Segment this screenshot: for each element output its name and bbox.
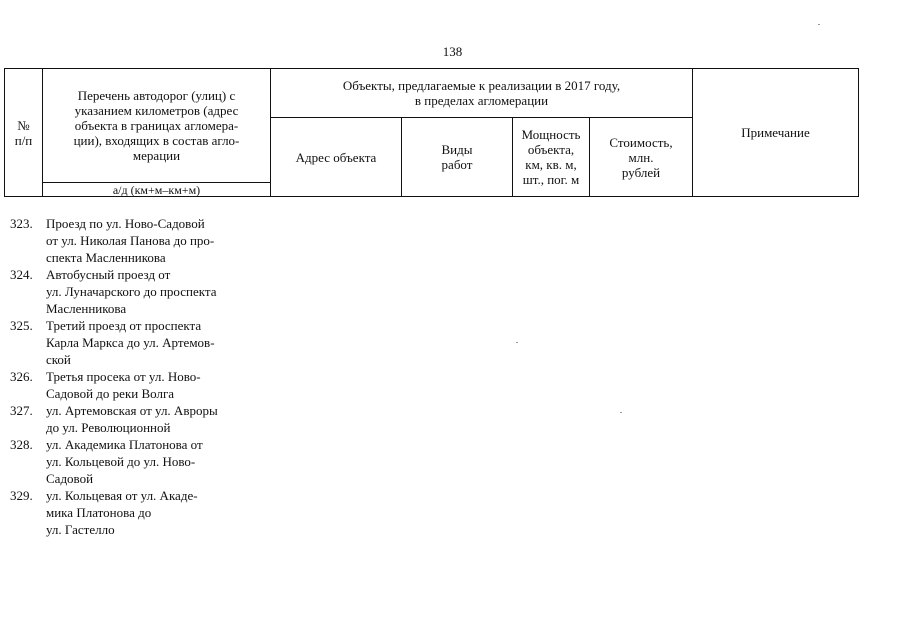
col-header-address: Адрес объекта — [271, 118, 402, 197]
col-header-road-list: Перечень автодорог (улиц) с указанием километров (адрес объекта в границах агломера- ции), входящих в состав агло- мерации — [43, 69, 271, 183]
list-item — [10, 266, 280, 317]
row-road-description: Автобусный проезд от ул. Луначарского до проспекта Масленникова — [46, 267, 217, 316]
scan-speck — [818, 24, 820, 25]
row-road-description: Третий проезд от проспекта Карла Маркса до ул. Артемов- ской — [46, 318, 215, 367]
col-header-objects-group: Объекты, предлагаемые к реализации в 2017 году, в пределах агломерации — [271, 69, 693, 118]
col-header-note: Примечание — [693, 69, 859, 197]
page-number: 138 — [442, 44, 463, 59]
col-header-road-unit: а/д (км+м–км+м) — [43, 183, 271, 197]
col-header-number: № п/п — [5, 69, 43, 197]
col-header-work-types: Виды работ — [402, 118, 513, 197]
scan-speck — [516, 342, 518, 343]
row-number: 328. — [10, 437, 33, 452]
row-road-description: ул. Академика Платонова от ул. Кольцевой до ул. Ново- Садовой — [46, 437, 203, 486]
list-item — [10, 215, 280, 266]
row-road-description: ул. Артемовская от ул. Авроры до ул. Революционной — [46, 403, 218, 435]
row-number: 324. — [10, 267, 33, 282]
list-item — [10, 317, 280, 368]
table-header — [4, 68, 859, 197]
row-road-description: Третья просека от ул. Ново- Садовой до реки Волга — [46, 369, 201, 401]
row-road-description: Проезд по ул. Ново-Садовой от ул. Николая Панова до про- спекта Масленникова — [46, 216, 215, 265]
row-number: 323. — [10, 216, 33, 231]
scan-speck — [620, 412, 622, 413]
list-item — [10, 368, 280, 402]
row-number: 329. — [10, 488, 33, 503]
row-number: 327. — [10, 403, 33, 418]
col-header-capacity: Мощность объекта, км, кв. м, шт., пог. м — [513, 118, 590, 197]
row-road-description: ул. Кольцевая от ул. Акаде- мика Платонова до ул. Гастелло — [46, 488, 198, 537]
col-header-cost: Стоимость, млн. рублей — [590, 118, 693, 197]
list-item — [10, 487, 280, 538]
row-number: 325. — [10, 318, 33, 333]
list-item — [10, 436, 280, 487]
list-item — [10, 402, 280, 436]
road-list — [10, 215, 280, 538]
row-number: 326. — [10, 369, 33, 384]
